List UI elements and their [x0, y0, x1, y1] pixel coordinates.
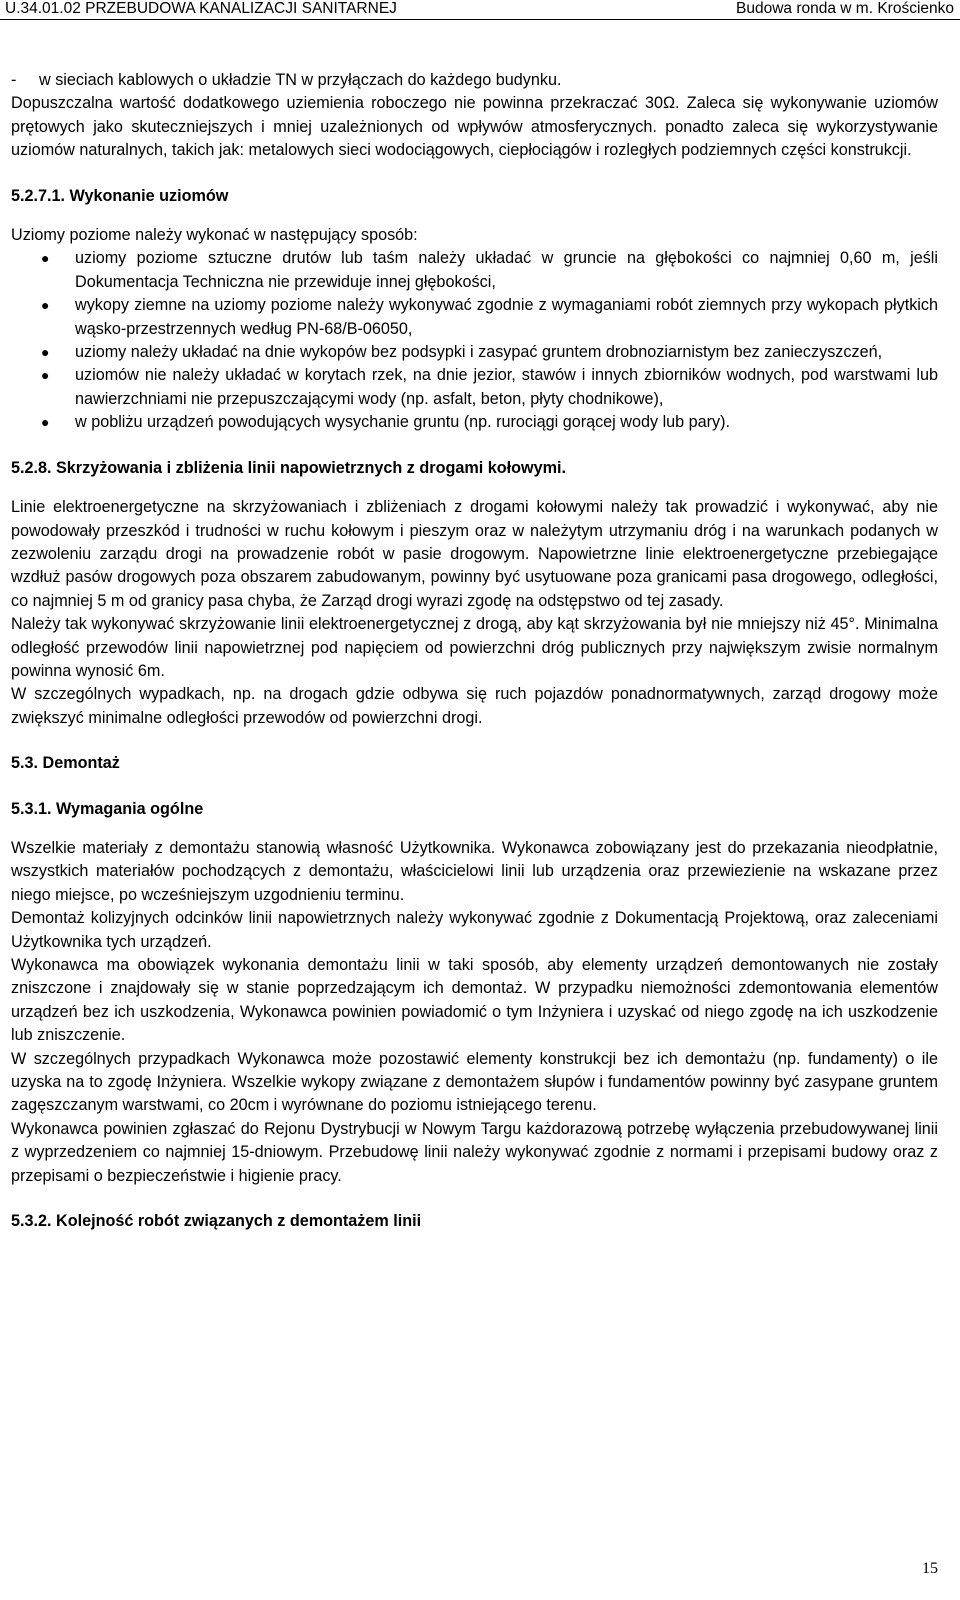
- lead-5271: Uziomy poziome należy wykonać w następujący sposób:: [11, 226, 418, 245]
- paragraph-528-3: W szczególnych wypadkach, np. na drogach gdzie odbywa się ruch pojazdów ponadnormatywnych, zarząd drogowy może zwiększyć minimalne odległości przewodów od powierzchni drogi.: [11, 685, 938, 727]
- list-item: ● uziomów nie należy układać w korytach rzek, na dnie jezior, stawów i innych zbiorników wodnych, pod warstwami lub nawierzchniami nie przepuszczającymi wody (np. asfalt, beton, płyty chodnikowe),: [41, 366, 938, 408]
- list-item: ● wykopy ziemne na uziomy poziome należy wykonywać zgodnie z wymaganiami robót ziemnych przy wykopach płytkich wąsko-przestrzennych według PN-68/B-06050,: [41, 296, 938, 338]
- heading-532: 5.3.2. Kolejność robót związanych z demontażem linii: [11, 1212, 422, 1231]
- bullet-icon: ●: [41, 414, 50, 431]
- heading-5271: 5.2.7.1. Wykonanie uziomów: [11, 186, 229, 205]
- intro-dash-line: [11, 69, 938, 92]
- document-code: U.34.01.02 PRZEBUDOWA KANALIZACJI SANITARNEJ: [5, 0, 397, 17]
- paragraph-528-2: Należy tak wykonywać skrzyżowanie linii elektroenergetycznej z drogą, aby kąt skrzyżowania był nie mniejszy niż 45°. Minimalna odległość przewodów linii napowietrznej pod napięciem od powierzchni dróg publicznych przy największym zwisie normalnym powinna wynosić 6m.: [11, 615, 938, 680]
- paragraph-531-4: W szczególnych przypadkach Wykonawca może pozostawić elementy konstrukcji bez ich demontażu (np. fundamenty) o ile uzyska na to zgodę Inżyniera. Wszelkie wykopy związane z demontażem słupów i fundamentów powinny być zasypane gruntem zagęszczanym warstwami, co 20cm i wyrównane do poziomu istniejącego terenu.: [11, 1049, 938, 1115]
- page-number: 15: [922, 1560, 938, 1577]
- list-item: ● w pobliżu urządzeń powodujących wysychanie gruntu (np. rurociągi gorącej wody lub pary).: [11, 411, 938, 434]
- paragraph-531-3: Wykonawca ma obowiązek wykonania demontażu linii w taki sposób, aby elementy urządzeń demontowanych nie zostały zniszczone i znajdowały się w stanie poprzedzającym ich demontaż. W przypadku niemożności zdemontowania elementów urządzeń bez ich uszkodzenia, Wykonawca powinien powiadomić o tym Inżyniera i uzyskać od niego zgodę na ich uszkodzenie lub zniszczenie.: [11, 956, 938, 1045]
- dash-marker: -: [11, 71, 17, 89]
- project-name: Budowa ronda w m. Krościenko: [736, 0, 954, 17]
- paragraph-531-5: Wykonawca powinien zgłaszać do Rejonu Dystrybucji w Nowym Targu każdorazową potrzebę wyłączenia przebudowywanej linii z wyprzedzeniem co najmniej 15-dniowym. Przebudowę linii należy wykonywać zgodnie z normami i przepisami budowy oraz z przepisami o bezpieczeństwie i higienie pracy.: [11, 1119, 938, 1185]
- bullet-icon: ●: [41, 344, 50, 361]
- bullet-icon: ●: [41, 250, 50, 267]
- bullet-list: [11, 247, 938, 434]
- heading-528: 5.2.8. Skrzyżowania i zbliżenia linii napowietrznych z drogami kołowymi.: [11, 458, 567, 477]
- bullet-icon: ●: [41, 297, 50, 314]
- heading-53: 5.3. Demontaż: [11, 754, 120, 773]
- page-header: [0, 0, 960, 20]
- list-item: ● uziomy poziome sztuczne drutów lub taśm należy układać w gruncie na głębokości co najmniej 0,60 m, jeśli Dokumentacja Techniczna nie przewiduje innej głębokości,: [41, 249, 938, 291]
- bullet-icon: ●: [41, 367, 50, 384]
- paragraph-531-2: Demontaż kolizyjnych odcinków linii napowietrznych należy wykonywać zgodnie z Dokumentacją Projektową, oraz zaleceniami Użytkownika tych urządzeń.: [11, 909, 938, 951]
- paragraph-528-1: Linie elektroenergetyczne na skrzyżowaniach i zbliżeniach z drogami kołowymi należy tak prowadzić i wykonywać, aby nie powodowały przeszkód i trudności w ruchu kołowym i pieszym oraz w należytym utrzymaniu dróg i na warunkach podanych w zezwoleniu zarządu drogi na prowadzenie robót w pasie drogowym. Napowietrzne linie elektroenergetyczne przebiegające wzdłuż pasów drogowych poza obszarem zabudowanym, powinny być usytuowane poza granicami pasa drogowego, odległości, co najmniej 5 m od granicy pasa chyba, że Zarząd drogi wyrazi zgodę na odstępstwo od tej zasady.: [11, 498, 938, 610]
- list-item: ● uziomy należy układać na dnie wykopów bez podsypki i zasypać gruntem drobnoziarnistym bez zanieczyszczeń,: [11, 341, 938, 364]
- intro-line: w sieciach kablowych o układzie TN w przyłączach do każdego budynku.: [39, 71, 562, 89]
- paragraph-531-1: Wszelkie materiały z demontażu stanowią własność Użytkownika. Wykonawca zobowiązany jest do przekazania nieodpłatnie, wszystkich materiałów pochodzących z demontażu, właścicielowi linii lub urządzenia oraz przewiezienie na wskazane przez niego miejsce, po wcześniejszym uzgodnieniu terminu.: [11, 838, 938, 904]
- intro-paragraph: Dopuszczalna wartość dodatkowego uziemienia roboczego nie powinna przekraczać 30Ω. Zaleca się wykonywanie uziomów prętowych jako skuteczniejszych i mniej uzależnionych od wpływów atmosferycznych. ponadto zaleca się wykorzystywanie uziomów naturalnych, takich jak: metalowych sieci wodociągowych, ciepłociągów i rozległych podziemnych części konstrukcji.: [11, 94, 938, 160]
- heading-531: 5.3.1. Wymagania ogólne: [11, 799, 204, 818]
- document-body: [11, 69, 938, 1233]
